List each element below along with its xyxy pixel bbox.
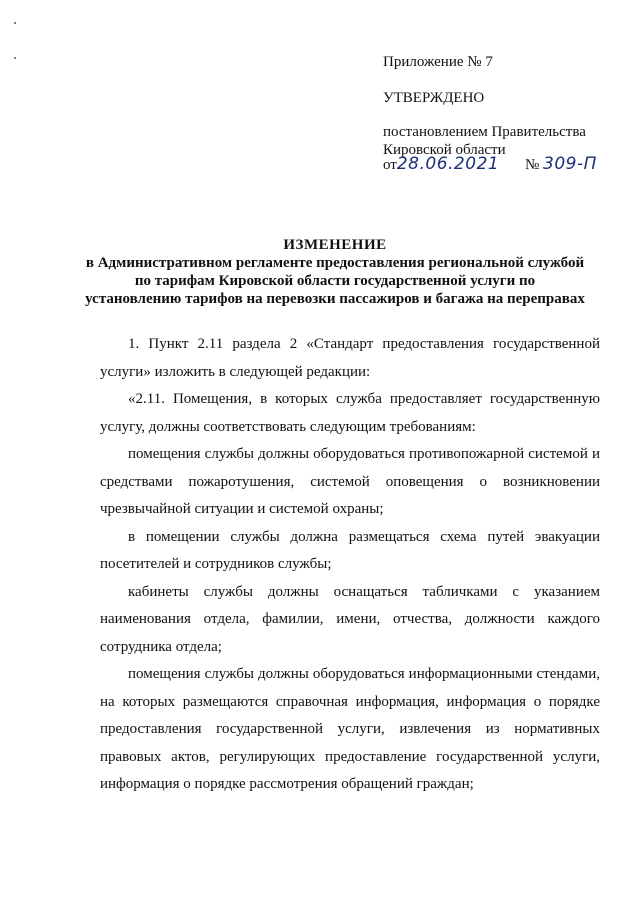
number-prefix: №	[524, 157, 540, 173]
appendix-label: Приложение № 7	[383, 54, 493, 70]
scan-artifact-dot	[14, 57, 16, 59]
scan-artifact-dot	[14, 22, 16, 24]
resolution-line-1: постановлением Правительства	[383, 124, 586, 140]
heading-line-3: по тарифам Кировской области государственной услуги по	[134, 273, 536, 289]
body-paragraph: 1. Пункт 2.11 раздела 2 «Стандарт предоставления государственной услуги» изложить в следующей редакции:	[100, 336, 600, 380]
date-number-line	[383, 155, 597, 174]
date-prefix: от	[383, 157, 397, 173]
heading-line-2: в Административном регламенте предоставления региональной службой	[85, 255, 585, 271]
body-paragraph: помещения службы должны оборудоваться противопожарной системой и средствами пожаротушения, системой оповещения о возникновении чрезвычайной ситуации и системой охраны;	[100, 446, 600, 517]
body-paragraph: в помещении службы должна размещаться схема путей эвакуации посетителей и сотрудников службы;	[100, 528, 600, 572]
resolution-line-2: Кировской области	[383, 142, 506, 158]
document-heading	[80, 236, 590, 308]
document-body	[100, 331, 600, 799]
body-paragraph: «2.11. Помещения, в которых служба предоставляет государственную услугу, должны соответствовать следующим требованиям:	[100, 391, 600, 435]
handwritten-number: 309-П	[543, 154, 597, 174]
body-paragraph: кабинеты службы должны оснащаться табличками с указанием наименования отдела, фамилии, имени, отчества, должности каждого сотрудника отдела;	[100, 583, 600, 655]
body-paragraph: помещения службы должны оборудоваться информационными стендами, на которых размещаются справочная информация, информация о порядке предоставления государственной услуги, извлечения из нормативных правовых актов, регулирующих предоставление государственной услуги, информация о порядке рассмотрения обращений граждан;	[100, 666, 600, 792]
heading-line-4: установлению тарифов на перевозки пассажиров и багажа на переправах	[85, 291, 585, 307]
heading-title: ИЗМЕНЕНИЕ	[283, 237, 387, 253]
approved-stamp-text: УТВЕРЖДЕНО	[383, 90, 485, 106]
handwritten-date: 28.06.2021	[396, 154, 500, 174]
